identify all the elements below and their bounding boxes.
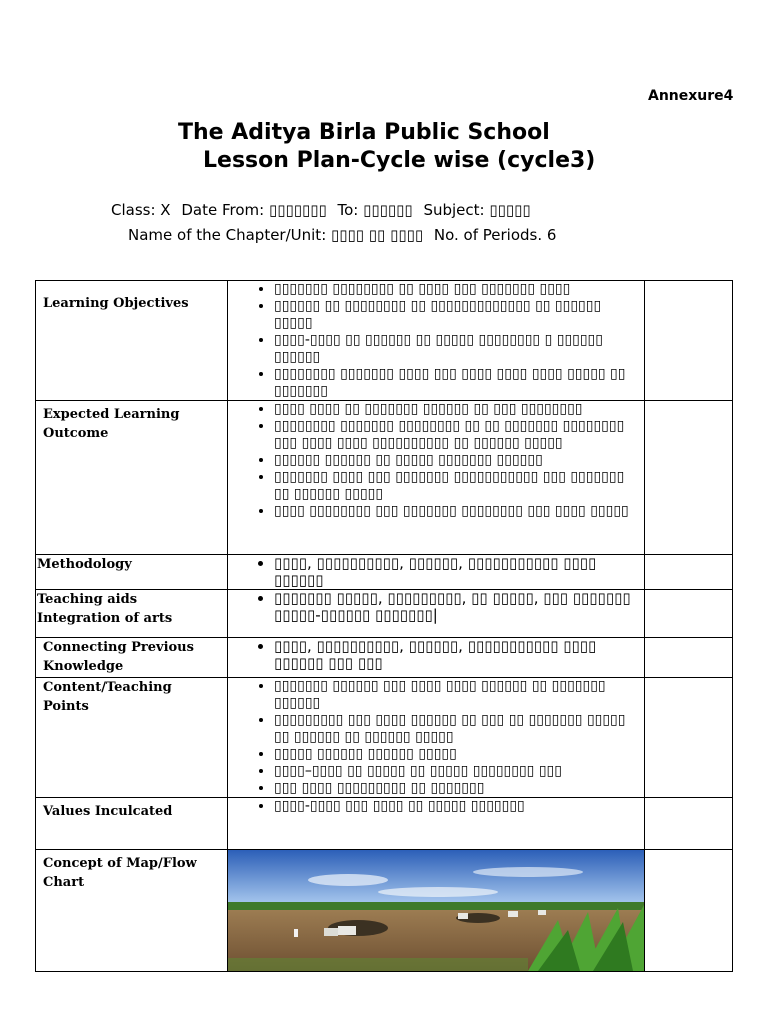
row-label: Content/Teaching Points [43,680,172,714]
table-row [36,281,733,401]
class-date-subject-line [111,201,537,219]
list-item: • ▯▯▯▯▯▯ ▯▯ ▯▯▯▯▯▯▯▯ ▯▯ ▯▯▯▯▯▯▯▯▯▯▯▯▯ ▯▯ ▯▯▯▯▯▯ ▯▯▯▯▯ [274,298,644,332]
table-row [36,798,733,850]
subject-label: Subject: ▯▯▯▯▯ [423,201,531,219]
table-row [36,638,733,678]
periods-label: No. of Periods. 6 [433,226,557,244]
table-row [36,850,733,972]
list-item: • ▯▯▯▯▯▯▯ ▯▯▯▯ ▯▯▯ ▯▯▯▯▯▯▯ ▯▯▯▯▯▯▯▯▯▯▯ ▯▯▯ ▯▯▯▯▯▯▯ ▯▯ ▯▯▯▯▯▯ ▯▯▯▯▯ [274,469,644,503]
list-item: • ▯▯▯▯ ▯▯▯▯▯▯▯▯ ▯▯▯ ▯▯▯▯▯▯▯ ▯▯▯▯▯▯▯▯ ▯▯▯ ▯▯▯▯ ▯▯▯▯▯ [274,503,644,520]
chapter-periods-line [128,226,562,244]
bullet-list [228,401,644,520]
list-item: • ▯▯▯▯▯▯▯ ▯▯▯▯▯▯ ▯▯▯ ▯▯▯▯ ▯▯▯▯ ▯▯▯▯▯▯ ▯▯ ▯▯▯▯▯▯▯ ▯▯▯▯▯▯ [274,678,644,712]
list-item: • ▯▯▯ ▯▯▯▯ ▯▯▯▯▯▯▯▯▯ ▯▯ ▯▯▯▯▯▯▯ [274,780,644,797]
school-title: The Aditya Birla Public School [178,120,550,145]
table-row [36,401,733,555]
row-label: Concept of Map/Flow Chart [43,856,197,890]
row-label: Connecting Previous Knowledge [43,640,194,674]
plan-title: Lesson Plan-Cycle wise (cycle3) [203,148,596,173]
to-label: To: ▯▯▯▯▯▯ [337,201,413,219]
list-item: • ▯▯▯▯ ▯▯▯▯ ▯▯ ▯▯▯▯▯▯▯ ▯▯▯▯▯▯ ▯▯ ▯▯▯ ▯▯▯▯▯▯▯▯ [274,401,644,418]
list-item: • ▯▯▯▯▯▯▯▯ ▯▯▯▯▯▯▯ ▯▯▯▯▯▯▯▯ ▯▯ ▯▯ ▯▯▯▯▯▯▯ ▯▯▯▯▯▯▯▯ ▯▯▯ ▯▯▯▯ ▯▯▯▯ ▯▯▯▯▯▯▯▯▯▯ ▯▯ ▯▯▯▯▯▯ ▯▯▯▯▯ [274,418,644,452]
lesson-plan-table [35,280,733,972]
bullet-list [228,555,644,589]
list-item: • ▯▯▯▯▯▯ ▯▯▯▯▯▯ ▯▯ ▯▯▯▯▯ ▯▯▯▯▯▯▯ ▯▯▯▯▯▯ [274,452,644,469]
row-label: Learning Objectives [43,296,189,311]
sugarcane-field-photo [228,850,644,971]
bullet-list [228,798,644,815]
list-item: • ▯▯▯▯▯▯▯▯ ▯▯▯▯▯▯▯ ▯▯▯▯ ▯▯▯ ▯▯▯▯ ▯▯▯▯ ▯▯▯▯ ▯▯▯▯▯ ▯▯ ▯▯▯▯▯▯▯ [274,366,644,400]
list-item: • ▯▯▯▯-▯▯▯▯ ▯▯▯ ▯▯▯▯ ▯▯ ▯▯▯▯▯ ▯▯▯▯▯▯▯ [274,798,644,815]
bullet-list [228,678,644,797]
table-row [36,590,733,638]
annexure-label: Annexure4 [648,88,734,104]
table-row [36,555,733,590]
date-from-label: Date From: ▯▯▯▯▯▯▯ [181,201,327,219]
class-label: Class: X [111,201,171,219]
row-label: Values Inculcated [43,804,173,819]
list-item: • ▯▯▯▯-▯▯▯▯ ▯▯ ▯▯▯▯▯▯ ▯▯ ▯▯▯▯▯ ▯▯▯▯▯▯▯▯ ▯ ▯▯▯▯▯▯ ▯▯▯▯▯▯ [274,332,644,366]
list-item: • ▯▯▯▯▯▯▯ ▯▯▯▯▯▯▯▯ ▯▯ ▯▯▯▯ ▯▯▯ ▯▯▯▯▯▯▯ ▯▯▯▯ [274,281,644,298]
list-item: • ▯▯▯▯–▯▯▯▯ ▯▯ ▯▯▯▯▯ ▯▯ ▯▯▯▯▯ ▯▯▯▯▯▯▯▯ ▯▯▯ [274,763,644,780]
row-label: Teaching aids Integration of arts [37,592,173,626]
list-item: • ▯▯▯▯, ▯▯▯▯▯▯▯▯▯▯, ▯▯▯▯▯▯, ▯▯▯▯▯▯▯▯▯▯▯ ▯▯▯▯ ▯▯▯▯▯▯ [274,555,644,589]
list-item: • ▯▯▯▯▯ ▯▯▯▯▯▯ ▯▯▯▯▯▯ ▯▯▯▯▯ [274,746,644,763]
bullet-list [228,281,644,400]
row-label: Methodology [37,557,132,572]
bullet-list [228,638,644,672]
table-row [36,678,733,798]
list-item: • ▯▯▯▯▯▯▯ ▯▯▯▯▯, ▯▯▯▯▯▯▯▯▯, ▯▯ ▯▯▯▯▯, ▯▯▯ ▯▯▯▯▯▯▯ ▯▯▯▯▯-▯▯▯▯▯▯ ▯▯▯▯▯▯▯| [274,590,644,624]
row-label: Expected Learning Outcome [43,407,180,441]
list-item: • ▯▯▯▯, ▯▯▯▯▯▯▯▯▯▯, ▯▯▯▯▯▯, ▯▯▯▯▯▯▯▯▯▯▯ ▯▯▯▯ ▯▯▯▯▯▯ ▯▯▯ ▯▯▯ [274,638,644,672]
list-item: • ▯▯▯▯▯▯▯▯▯ ▯▯▯ ▯▯▯▯ ▯▯▯▯▯▯ ▯▯ ▯▯▯ ▯▯ ▯▯▯▯▯▯▯ ▯▯▯▯▯ ▯▯ ▯▯▯▯▯▯ ▯▯ ▯▯▯▯▯▯ ▯▯▯▯▯ [274,712,644,746]
bullet-list [228,590,644,624]
chapter-label: Name of the Chapter/Unit: ▯▯▯▯ ▯▯ ▯▯▯▯ [128,226,424,244]
